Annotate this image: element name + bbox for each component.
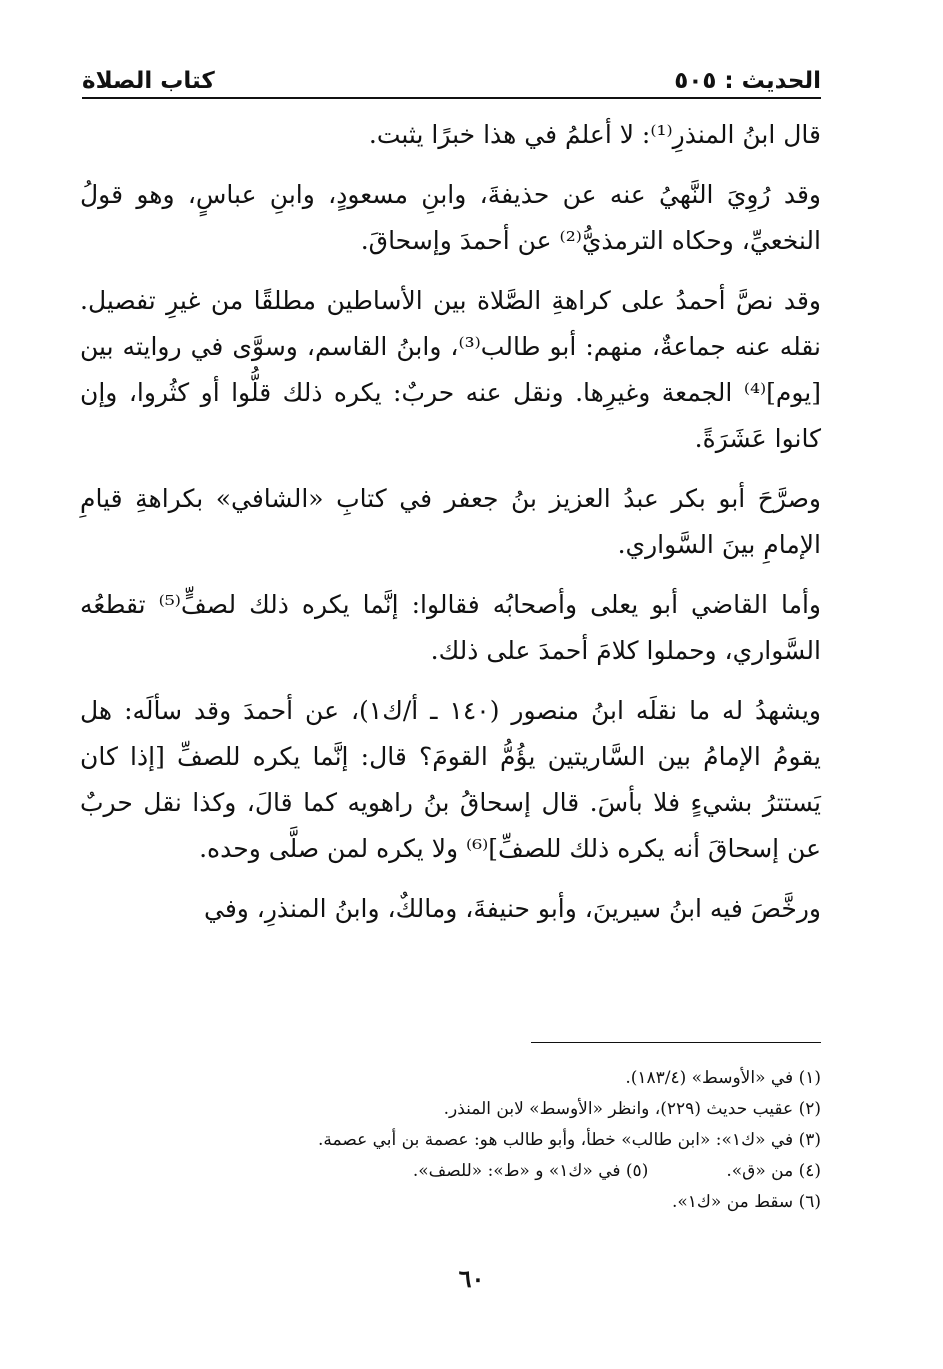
paragraph: وصرَّحَ أبو بكر عبدُ العزيز بنُ جعفر في كتابِ «الشافي» بكراهةِ قيامِ الإمامِ بينَ السَّواري. (80, 484, 821, 559)
paragraph: وقد نصَّ أحمدُ على كراهةِ الصَّلاة بين الأساطين مطلقًا من غيرِ تفصيل. نقله عنه جماعةٌ، منهم: أبو طالب⁽³⁾، وابنُ القاسم، وسوَّى في روايته بين [يوم]⁽⁴⁾ الجمعة وغيرِها. ونقل عنه حربٌ: يكره ذلك قلُّوا أو كثُروا، وإن كانوا عَشَرَةً. (80, 286, 821, 453)
paragraph: قال ابنُ المنذرِ⁽¹⁾: لا أعلمُ في هذا خبرًا يثبت. (368, 120, 821, 149)
page-number: ٦٠ (458, 1264, 485, 1293)
footnote-2: (٢) عقيب حديث (٢٢٩)، وانظر «الأوسط» لابن المنذر. (443, 1099, 821, 1119)
main-text (80, 112, 821, 946)
header-hadith-number: الحديث : ٥٠٥ (674, 68, 821, 94)
paragraph: وأما القاضي أبو يعلى وأصحابُه فقالوا: إنَّما يكره ذلك لصفٍّ⁽⁵⁾ تقطعُه السَّواري، وحملوا كلامَ أحمدَ على ذلك. (80, 590, 821, 665)
footnote-divider (531, 1042, 821, 1043)
paragraph: وقد رُوِيَ النَّهيُ عنه عن حذيفةَ، وابنِ مسعودٍ، وابنِ عباسٍ، وهو قولُ النخعيِّ، وحكاه الترمذيُّ⁽²⁾ عن أحمدَ وإسحاقَ. (80, 180, 821, 255)
footnote-5: (٥) في «ك١» و «ط»: «للصف». (412, 1161, 649, 1181)
footnote-4: (٤) من «ق». (726, 1161, 821, 1181)
footnotes (80, 1064, 821, 1219)
footnote-6: (٦) سقط من «ك١». (671, 1192, 821, 1212)
footnote-1: (١) في «الأوسط» (١٨٣/٤). (625, 1068, 821, 1088)
paragraph: ويشهدُ له ما نقلَه ابنُ منصور (١٤٠ ـ أ/ك١)، عن أحمدَ وقد سألَه: هل يقومُ الإمامُ بين السَّاريتين يؤُمُّ القومَ؟ قال: إنَّما يكره للصفِّ [إذا كان يَستترُ بشيءٍ فلا بأسَ. قال إسحاقُ بنُ راهويه كما قالَ، وكذا نقل حربٌ عن إسحاقَ أنه يكره ذلك للصفِّ]⁽⁶⁾ ولا يكره لمن صلَّى وحده. (80, 696, 822, 863)
header-book-title: كتاب الصلاة (82, 68, 215, 94)
footnote-3: (٣) في «ك١»: «ابن طالب» خطأ، وأبو طالب هو: عصمة بن أبي عصمة. (317, 1130, 821, 1150)
paragraph: ورخَّصَ فيه ابنُ سيرينَ، وأبو حنيفةَ، ومالكٌ، وابنُ المنذرِ، وفي (203, 894, 821, 923)
running-header (82, 56, 821, 99)
footnote-row (80, 1157, 821, 1185)
